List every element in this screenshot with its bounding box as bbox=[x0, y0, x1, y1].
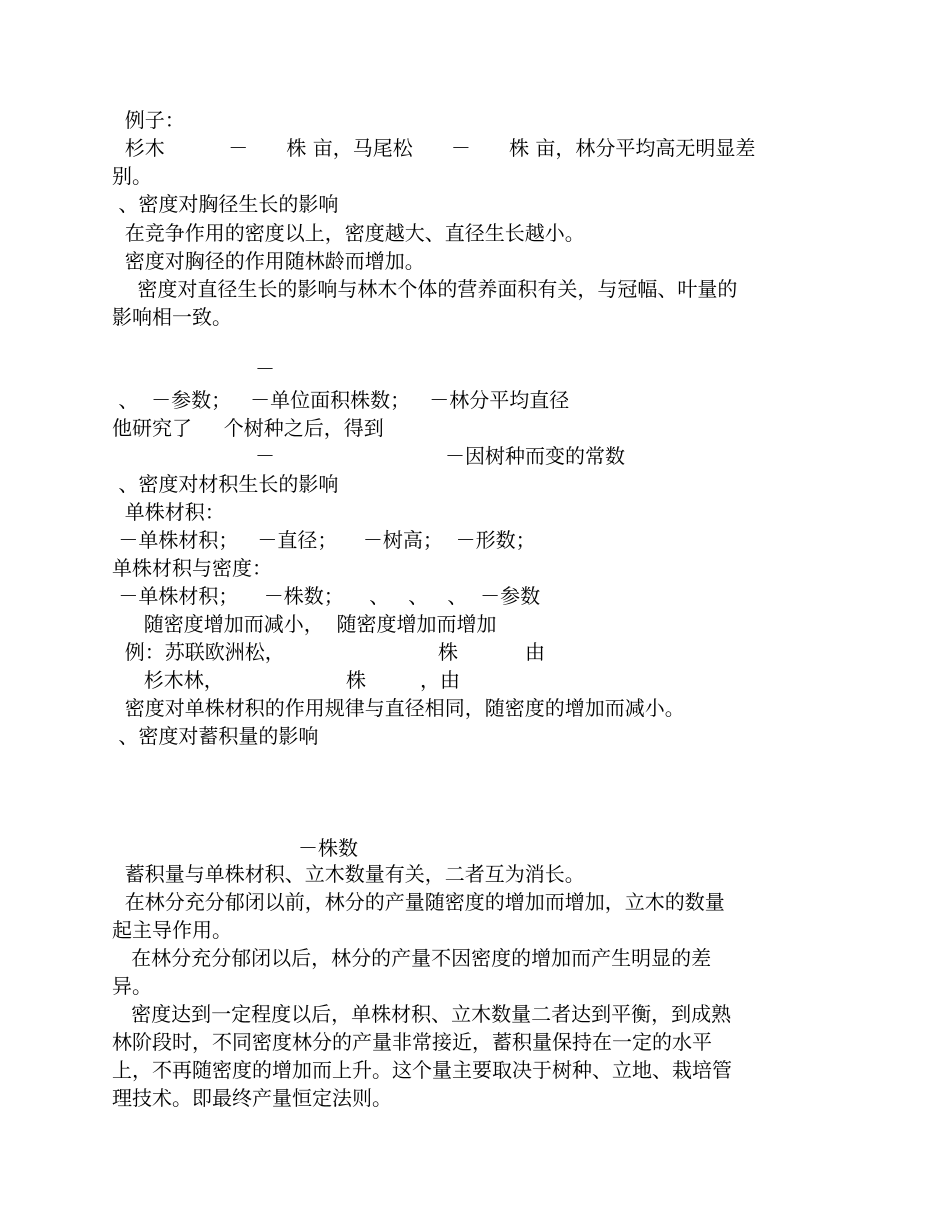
text-line: 起主导作用。 bbox=[112, 918, 232, 942]
text-line: 林阶段时，不同密度林分的产量非常接近，蓄积量保持在一定的水平 bbox=[112, 1030, 712, 1054]
text-line: －单株材积； －株数； 、 、 、 －参数 bbox=[112, 584, 541, 608]
text-line: 杉木林， bbox=[112, 668, 224, 692]
text-line: 随密度增加而减小， 随密度增加而增加 bbox=[112, 612, 497, 636]
text-line: 密度对胸径的作用随林龄而增加。 bbox=[112, 249, 425, 273]
text-line: 在林分充分郁闭以前，林分的产量随密度的增加而增加，立木的数量 bbox=[112, 890, 725, 914]
section-heading: 、密度对蓄积量的影响 bbox=[112, 724, 319, 748]
text-line: 别。 bbox=[112, 164, 152, 188]
text-line: 理技术。即最终产量恒定法则。 bbox=[112, 1086, 392, 1110]
formula-fragment: － bbox=[255, 357, 275, 381]
text-line: －单株材积； －直径； －树高； －形数； bbox=[112, 528, 536, 552]
text-line: 上，不再随密度的增加而上升。这个量主要取决于树种、立地、栽培管 bbox=[112, 1058, 732, 1082]
text-line: 影响相一致。 bbox=[112, 305, 232, 329]
text-line: 单株材积： bbox=[112, 500, 225, 524]
text-line: －因树种而变的常数 bbox=[445, 444, 625, 468]
text-line: 异。 bbox=[112, 974, 152, 998]
text-line: 株 bbox=[346, 668, 366, 692]
text-line: 、 －参数； －单位面积株数； －林分平均直径 bbox=[112, 388, 570, 412]
text-line: 蓄积量与单株材积、立木数量有关，二者互为消长。 bbox=[112, 862, 585, 886]
text-line: 密度达到一定程度以后，单株材积、立木数量二者达到平衡，到成熟 bbox=[112, 1002, 732, 1026]
text-line: 单株材积与密度： bbox=[112, 556, 272, 580]
text-line: 例子： bbox=[112, 108, 185, 132]
text-line: 他研究了 个树种之后，得到 bbox=[112, 416, 384, 440]
text-line: 杉木 － 株 亩，马尾松 － 株 亩，林分平均高无明显差 bbox=[112, 136, 756, 160]
text-line: 在林分充分郁闭以后，林分的产量不因密度的增加而产生明显的差 bbox=[112, 946, 712, 970]
formula-fragment: － bbox=[255, 444, 275, 468]
text-line: 株 bbox=[438, 640, 458, 664]
section-heading: 、密度对胸径生长的影响 bbox=[112, 192, 339, 216]
section-heading: 、密度对材积生长的影响 bbox=[112, 472, 339, 496]
text-line: ，由 bbox=[420, 668, 460, 692]
formula-fragment: －株数 bbox=[298, 836, 358, 860]
text-line: 密度对单株材积的作用规律与直径相同，随密度的增加而减小。 bbox=[112, 696, 685, 720]
text-line: 由 bbox=[525, 640, 545, 664]
text-line: 在竞争作用的密度以上，密度越大、直径生长越小。 bbox=[112, 221, 585, 245]
text-line: 密度对直径生长的影响与林木个体的营养面积有关，与冠幅、叶量的 bbox=[112, 277, 738, 301]
text-line: 例：苏联欧洲松， bbox=[112, 640, 285, 664]
